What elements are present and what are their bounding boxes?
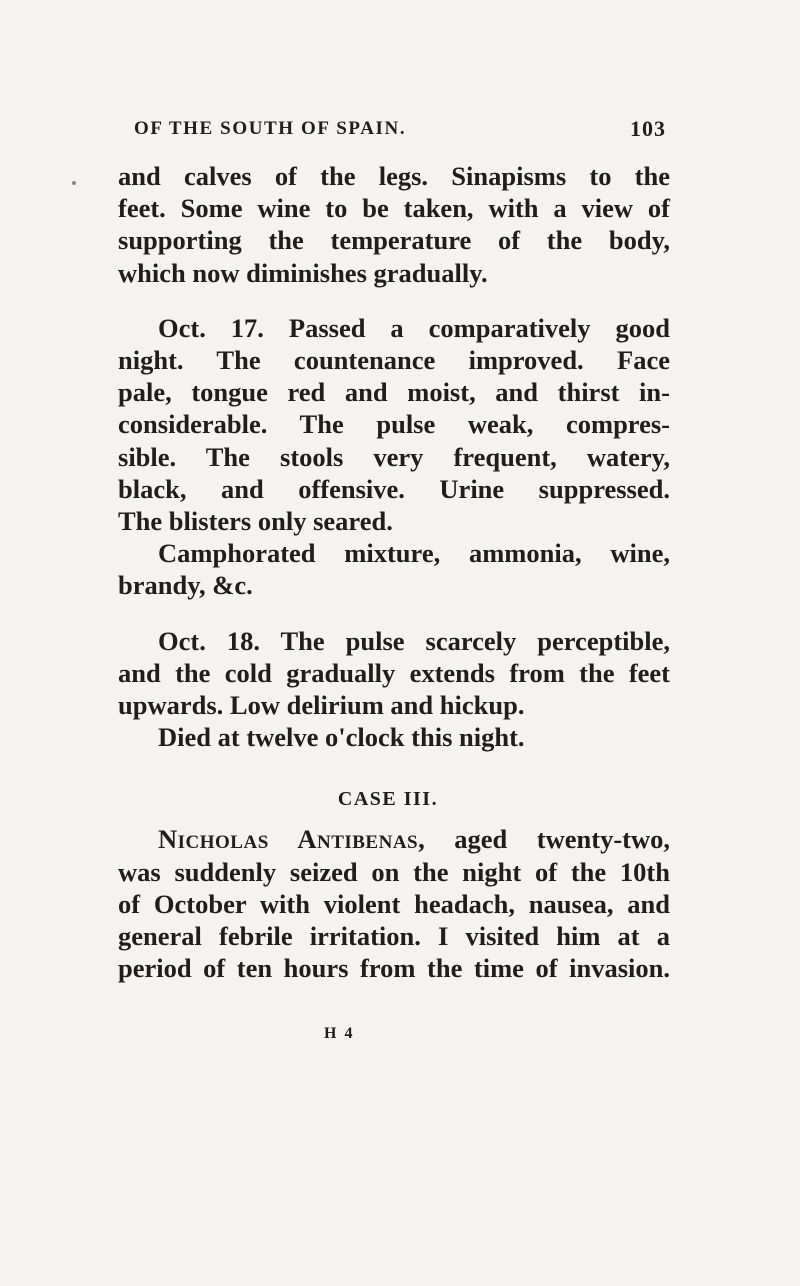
heading-gap <box>118 815 670 823</box>
text-line <box>118 823 670 855</box>
text-fragment: , aged twenty-two, <box>418 824 671 855</box>
text-line: general febrile irritation. I visited him at a <box>118 921 670 952</box>
margin-speck <box>72 181 76 185</box>
paragraph <box>118 160 670 289</box>
case-paragraph <box>118 823 670 984</box>
text-line: which now diminishes gradually. <box>118 257 488 288</box>
text-line: Oct. 17. Passed a comparatively good <box>158 312 670 343</box>
text-line: period of ten hours from the time of invasion. <box>118 953 670 984</box>
paragraph <box>118 721 670 753</box>
heading-gap <box>118 753 670 783</box>
text-line: Oct. 18. The pulse scarcely perceptible, <box>158 625 670 656</box>
paragraph-gap <box>118 602 670 625</box>
text-line: Died at twelve o'clock this night. <box>158 722 525 753</box>
page-number: 103 <box>630 116 666 141</box>
text-line: Camphorated mixture, ammonia, wine, <box>158 538 670 569</box>
text-line: brandy, &c. <box>118 570 253 601</box>
text-line: pale, tongue red and moist, and thirst in- <box>118 377 670 408</box>
paragraph <box>118 312 670 537</box>
paragraph <box>118 625 670 722</box>
signature-mark: H 4 <box>324 1025 355 1042</box>
text-line: and calves of the legs. Sinapisms to the <box>118 161 670 191</box>
paragraph <box>118 537 670 601</box>
text-line: night. The countenance improved. Face <box>118 345 670 376</box>
body-text <box>118 160 670 984</box>
text-line: of October with violent headach, nausea, and <box>118 888 670 919</box>
text-line: sible. The stools very frequent, watery, <box>118 441 670 472</box>
text-line: considerable. The pulse weak, compres- <box>118 409 670 440</box>
text-line: and the cold gradually extends from the feet <box>118 657 670 688</box>
text-line: black, and offensive. Urine suppressed. <box>118 473 670 504</box>
text-line: The blisters only seared. <box>118 506 393 537</box>
case-heading: CASE III. <box>337 788 439 811</box>
running-head <box>118 116 670 146</box>
text-line: was suddenly seized on the night of the 10th <box>118 856 670 887</box>
running-title: OF THE SOUTH OF SPAIN. <box>134 118 407 139</box>
paragraph-gap <box>118 289 670 312</box>
text-line: upwards. Low delirium and hickup. <box>118 690 525 721</box>
text-line: feet. Some wine to be taken, with a view of <box>118 193 670 224</box>
text-line: supporting the temperature of the body, <box>118 225 670 256</box>
patient-name: Nicholas Antibenas <box>158 824 419 855</box>
